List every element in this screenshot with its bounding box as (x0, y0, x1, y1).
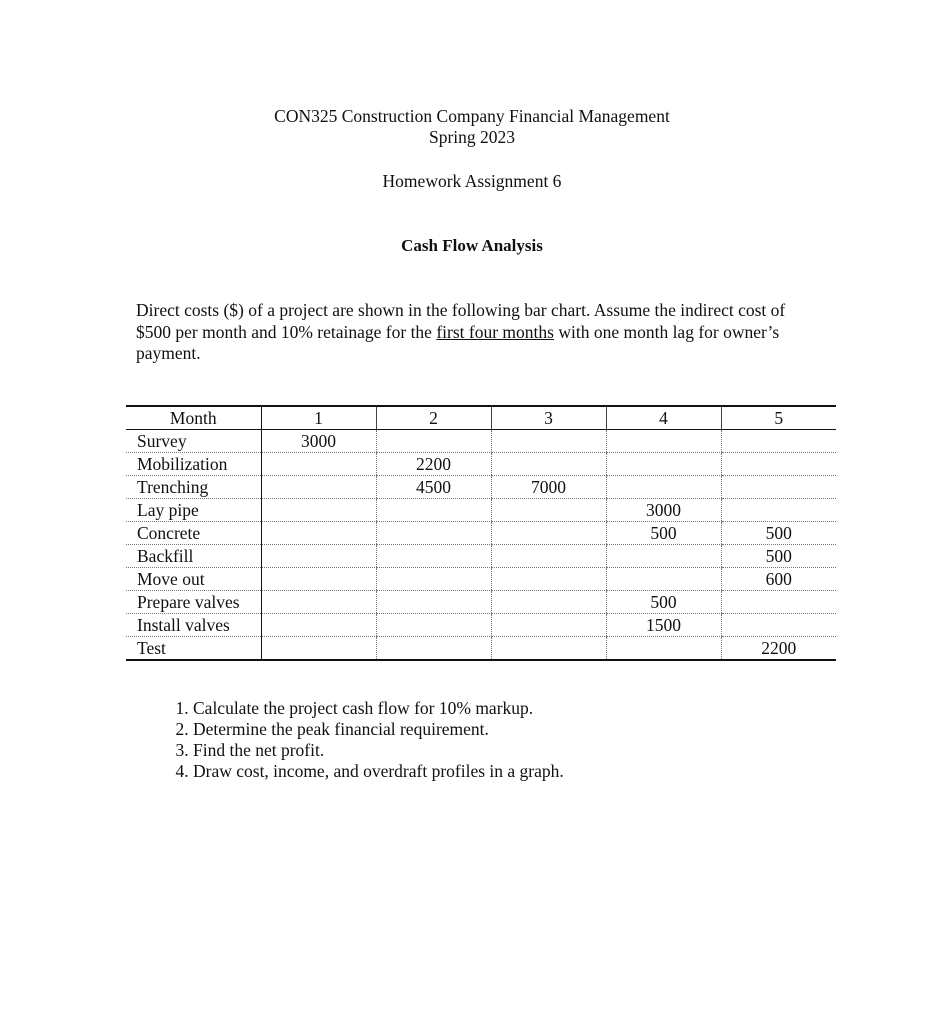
month-4-header: 4 (606, 406, 721, 430)
activity-label: Concrete (126, 522, 261, 545)
cost-cell: 1500 (606, 614, 721, 637)
cost-cell (491, 545, 606, 568)
table-row (126, 522, 836, 545)
cost-cell: 2200 (721, 637, 836, 661)
activity-label: Install valves (126, 614, 261, 637)
cost-cell (491, 637, 606, 661)
cost-cell (606, 476, 721, 499)
table-row (126, 430, 836, 453)
cost-cell: 3000 (606, 499, 721, 522)
cost-cell (261, 476, 376, 499)
cost-cell (376, 568, 491, 591)
table-row (126, 499, 836, 522)
cost-cell: 600 (721, 568, 836, 591)
cost-cell (376, 430, 491, 453)
cost-cell: 500 (721, 545, 836, 568)
cost-cell (376, 591, 491, 614)
cost-cell (261, 522, 376, 545)
cost-cell: 500 (606, 591, 721, 614)
month-5-header: 5 (721, 406, 836, 430)
table-row (126, 591, 836, 614)
cost-cell (376, 522, 491, 545)
table-row (126, 568, 836, 591)
month-header: Month (126, 406, 261, 430)
intro-text-1: Direct costs ($) of a project are shown in the following bar chart. Assume the indirect cost of $500 per month and 10% retainage for the (136, 300, 786, 342)
cost-cell (721, 499, 836, 522)
month-3-header: 3 (491, 406, 606, 430)
cost-cell (721, 591, 836, 614)
activity-label: Survey (126, 430, 261, 453)
table-header-row (126, 406, 836, 430)
cost-cell (491, 430, 606, 453)
cost-cell (606, 430, 721, 453)
cost-cell (376, 545, 491, 568)
activity-label: Prepare valves (126, 591, 261, 614)
cost-cell (606, 637, 721, 661)
table-row (126, 637, 836, 661)
month-2-header: 2 (376, 406, 491, 430)
intro-text-2: with one month lag for owner’s payment. (136, 321, 780, 363)
question-item: 2. Determine the peak financial requirement. (193, 719, 793, 740)
cost-cell (491, 453, 606, 476)
cost-cell (376, 614, 491, 637)
cost-cell (491, 614, 606, 637)
cost-cell (261, 545, 376, 568)
cost-cell (261, 637, 376, 661)
table-row (126, 545, 836, 568)
question-item: 3. Find the net profit. (193, 740, 793, 761)
cost-cell (606, 453, 721, 476)
cost-cell (376, 499, 491, 522)
cost-cell (721, 476, 836, 499)
table-row (126, 453, 836, 476)
cost-cell (606, 545, 721, 568)
table-body (126, 430, 836, 661)
cost-cell (491, 591, 606, 614)
activity-label: Backfill (126, 545, 261, 568)
cost-cell: 500 (721, 522, 836, 545)
cost-cell (261, 453, 376, 476)
cost-cell (491, 568, 606, 591)
cost-cell: 4500 (376, 476, 491, 499)
activity-label: Lay pipe (126, 499, 261, 522)
cost-cell (606, 568, 721, 591)
activity-label: Trenching (126, 476, 261, 499)
month-1-header: 1 (261, 406, 376, 430)
intro-underlined-text: first four months (436, 321, 554, 342)
cost-cell (721, 430, 836, 453)
cost-cell (261, 568, 376, 591)
cost-cell (261, 614, 376, 637)
cost-cell (491, 522, 606, 545)
assignment-title: Homework Assignment 6 (382, 171, 562, 191)
question-item: 4. Draw cost, income, and overdraft profiles in a graph. (193, 761, 793, 782)
cost-cell (261, 591, 376, 614)
course-title: CON325 Construction Company Financial Management (274, 106, 670, 126)
topic-heading: Cash Flow Analysis (401, 236, 543, 255)
intro-paragraph (136, 300, 816, 365)
cost-cell: 3000 (261, 430, 376, 453)
cost-cell (261, 499, 376, 522)
activity-label: Test (126, 637, 261, 661)
cost-cell: 7000 (491, 476, 606, 499)
direct-costs-table (126, 405, 836, 661)
cost-cell (376, 637, 491, 661)
cost-cell: 500 (606, 522, 721, 545)
table-row (126, 476, 836, 499)
cost-cell: 2200 (376, 453, 491, 476)
question-list (156, 698, 793, 782)
activity-label: Move out (126, 568, 261, 591)
document-header (0, 106, 944, 148)
question-item: 1. Calculate the project cash flow for 10% markup. (193, 698, 793, 719)
cost-cell (491, 499, 606, 522)
cost-cell (721, 614, 836, 637)
cost-cell (721, 453, 836, 476)
term-label: Spring 2023 (428, 127, 516, 147)
table-row (126, 614, 836, 637)
activity-label: Mobilization (126, 453, 261, 476)
